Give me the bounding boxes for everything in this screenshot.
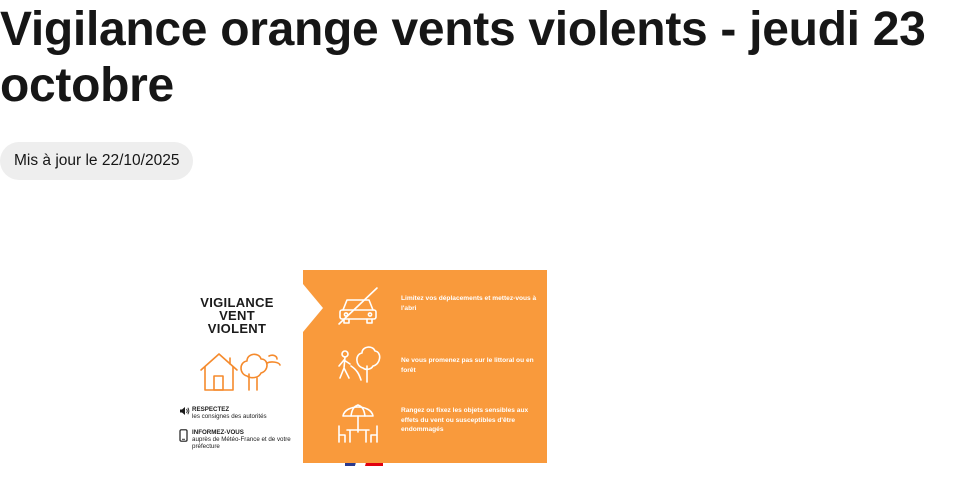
- heading-line: VENT: [219, 308, 255, 323]
- car-crossed-icon: [335, 286, 383, 326]
- advice-title: INFORMEZ-VOUS: [192, 429, 244, 436]
- phone-icon: [179, 429, 188, 442]
- infographic-heading: [187, 296, 287, 335]
- updated-badge: Mis à jour le 22/10/2025: [0, 142, 193, 180]
- recommendation-text: Ne vous promenez pas sur le littoral ou en forêt: [401, 357, 534, 374]
- recommendation-text: Limitez vos déplacements et mettez-vous à l'abri: [401, 295, 537, 312]
- speaker-icon: [179, 406, 190, 416]
- page-title: Vigilance orange vents violents - jeudi 23 octobre: [0, 3, 926, 112]
- panel-arrow: [303, 284, 323, 332]
- heading-line: VIGILANCE: [200, 295, 274, 310]
- infographic-left-panel: [167, 266, 303, 470]
- vigilance-infographic: [167, 266, 548, 470]
- heading-line: VIOLENT: [207, 321, 267, 336]
- recommendation-text: Rangez ou fixez les objets sensibles aux effets du vent ou susceptibles d'être endommagés: [401, 407, 529, 433]
- walker-tree-icon: [335, 344, 383, 384]
- advice-text: les consignes des autorités: [192, 413, 267, 420]
- parasol-table-icon: [335, 400, 383, 446]
- advice-title: RESPECTEZ: [192, 406, 230, 413]
- house-tree-wind-icon: [197, 346, 283, 396]
- advice-text: auprès de Météo-France et de votre préfecture: [192, 436, 291, 450]
